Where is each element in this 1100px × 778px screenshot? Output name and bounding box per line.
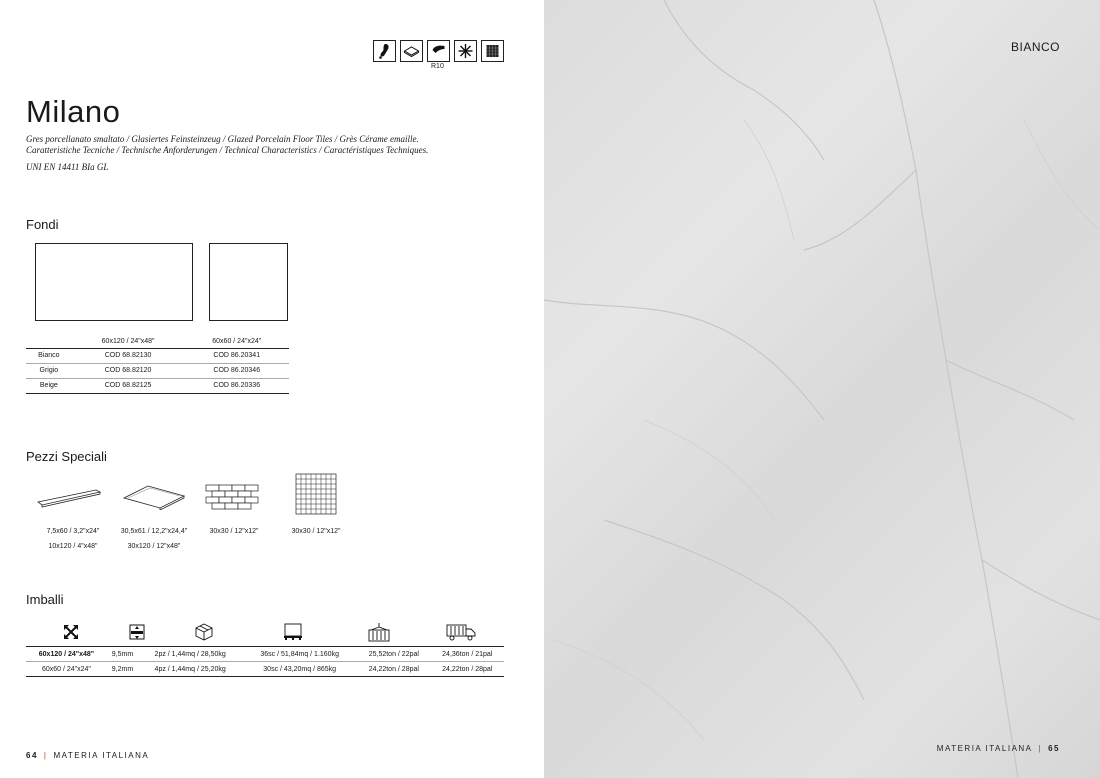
table-row — [26, 363, 289, 378]
tile-60x60-swatch — [209, 243, 288, 321]
imballi-heading: Imballi — [26, 592, 64, 607]
truck-icon — [446, 620, 476, 644]
fondi-col-0 — [26, 336, 72, 348]
footer-separator: | — [43, 751, 48, 760]
pezzi-heading: Pezzi Speciali — [26, 449, 107, 464]
imballi-table — [26, 646, 504, 677]
table-row — [26, 348, 289, 363]
rectified-icon — [481, 40, 504, 62]
fondi-col-1: 60x120 / 24"x48" — [72, 336, 185, 348]
right-page-photo — [544, 0, 1100, 778]
left-page — [0, 0, 544, 778]
fondi-code: COD 86.20346 — [184, 363, 289, 378]
skirting-icon — [36, 488, 102, 508]
norm-label: UNI EN 14411 BIa GL — [26, 162, 109, 172]
subtitle-line-2: Caratteristiche Tecniche / Technische Anforderungen / Technical Characteristics / Caractéristiques Techniques. — [26, 145, 429, 155]
pallet-icon — [278, 620, 308, 644]
imballi-cell: 25,52ton / 22pal — [357, 647, 430, 662]
pezzo-size: 30x30 / 12"x12" — [291, 528, 341, 535]
fondi-color: Grigio — [26, 363, 72, 378]
footer-left — [26, 751, 149, 760]
pezzo-size: 30x30 / 12"x12" — [209, 528, 259, 535]
footer-brand: MATERIA ITALIANA — [936, 744, 1033, 753]
fondi-code: COD 68.82125 — [72, 378, 185, 393]
brick-mosaic-icon — [205, 484, 261, 510]
slip-label: R10 — [431, 63, 444, 70]
subtitle — [26, 134, 428, 156]
feature-icons — [373, 40, 504, 70]
imballi-icons — [26, 620, 504, 644]
table-row — [26, 378, 289, 393]
imballi-cell: 24,22ton / 28pal — [357, 662, 430, 677]
fondi-code: COD 68.82130 — [72, 348, 185, 363]
imballi-cell: 60x120 / 24"x48" — [26, 647, 107, 662]
footer-right — [937, 744, 1060, 753]
frost-resistant-icon — [454, 40, 477, 62]
fondi-code: COD 86.20341 — [184, 348, 289, 363]
container-icon — [364, 620, 394, 644]
tile-60x120-swatch — [35, 243, 193, 321]
imballi-cell: 60x60 / 24"x24" — [26, 662, 107, 677]
pezzo-brick-sizes — [200, 528, 268, 535]
table-row — [26, 647, 504, 662]
fondi-table — [26, 336, 289, 394]
page-number: 65 — [1048, 744, 1060, 753]
slip-r10-icon — [427, 40, 450, 70]
fondi-heading: Fondi — [26, 217, 59, 232]
fondi-color: Bianco — [26, 348, 72, 363]
size-icon — [56, 620, 86, 644]
foot-traffic-icon — [373, 40, 396, 62]
imballi-cell: 24,22ton / 28pal — [431, 662, 504, 677]
fondi-col-2: 60x60 / 24"x24" — [184, 336, 289, 348]
imballi-cell: 9,5mm — [107, 647, 138, 662]
pezzo-size: 7,5x60 / 3,2"x24" — [46, 528, 100, 535]
subtitle-line-1: Gres porcellanato smaltato / Glasiertes Feinsteinzeug / Glazed Porcelain Floor Tiles / Grès Cérame emaille. — [26, 134, 419, 144]
pezzo-square-sizes — [282, 528, 350, 535]
footer-brand: MATERIA ITALIANA — [53, 751, 150, 760]
thickness-icon — [122, 620, 152, 644]
marble-texture — [544, 0, 1100, 778]
step-icon — [122, 484, 186, 510]
footer-separator: | — [1038, 744, 1043, 753]
pezzo-size: 30x120 / 12"x48" — [127, 543, 181, 550]
square-mosaic-icon — [295, 473, 337, 515]
imballi-cell: 9,2mm — [107, 662, 138, 677]
pezzo-size: 10x120 / 4"x48" — [48, 543, 98, 550]
pezzo-skirting-sizes — [36, 528, 110, 550]
color-name: BIANCO — [1010, 40, 1060, 54]
imballi-cell: 24,36ton / 21pal — [431, 647, 504, 662]
table-row — [26, 662, 504, 677]
page-number: 64 — [26, 751, 38, 760]
page-title: Milano — [26, 94, 121, 129]
fondi-code: COD 68.82120 — [72, 363, 185, 378]
fondi-header-row — [26, 336, 289, 348]
fondi-color: Beige — [26, 378, 72, 393]
fondi-code: COD 86.20336 — [184, 378, 289, 393]
imballi-cell: 4pz / 1,44mq / 25,20kg — [138, 662, 242, 677]
pezzo-step-sizes — [114, 528, 194, 550]
imballi-cell: 30sc / 43,20mq / 865kg — [242, 662, 357, 677]
tile-icon — [400, 40, 423, 62]
imballi-cell: 36sc / 51,84mq / 1.160kg — [242, 647, 357, 662]
box-icon — [189, 620, 219, 644]
imballi-cell: 2pz / 1,44mq / 28,50kg — [138, 647, 242, 662]
pezzo-size: 30,5x61 / 12,2"x24,4" — [120, 528, 188, 535]
